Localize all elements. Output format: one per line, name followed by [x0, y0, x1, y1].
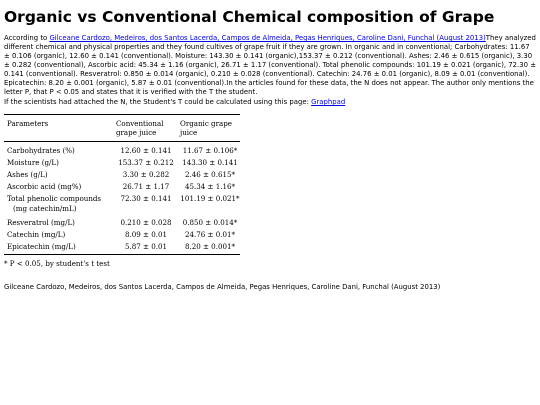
- row-conventional: 0.210 ± 0.028: [120, 218, 172, 227]
- header-organic-1: Organic grape: [180, 119, 232, 128]
- row-conventional: 3.30 ± 0.282: [122, 170, 170, 179]
- intro-paragraph: [4, 34, 536, 97]
- row-conventional: 5.87 ± 0.01: [124, 242, 168, 251]
- row-parameter: Moisture (g/L): [7, 158, 59, 167]
- row-organic: 45.34 ± 1.16*: [184, 182, 236, 191]
- row-conventional: 8.09 ± 0.01: [124, 230, 168, 239]
- table-header-row: [4, 119, 240, 139]
- row-organic: 0.850 ± 0.014*: [182, 218, 238, 227]
- table-header-rule: [4, 141, 240, 142]
- table-row: [4, 170, 240, 180]
- row-conventional: 72.30 ± 0.141: [120, 194, 172, 203]
- table-bottom-rule: [4, 254, 240, 255]
- source-link[interactable]: Gilceane Cardozo, Medeiros, dos Santos Lacerda, Campos de Almeida, Pegas Henriques, Caroline Dani, Funchal (August 2013): [49, 34, 486, 42]
- graphpad-prefix: If the scientists had attached the N, the Student's T could be calculated using this page:: [4, 98, 312, 106]
- row-conventional: 153.37 ± 0.212: [118, 158, 174, 167]
- source-citation: Gilceane Cardozo, Medeiros, dos Santos Lacerda, Campos de Almeida, Pegas Henriques, Caroline Dani, Funchal (August 2013): [4, 283, 441, 291]
- table-row: [4, 146, 240, 156]
- header-conventional-1: Conventional: [116, 119, 164, 128]
- header-parameters: Parameters: [7, 119, 49, 128]
- row-organic: 24.76 ± 0.01*: [184, 230, 236, 239]
- table-footnote: * P < 0.05, by student's t test: [4, 259, 110, 268]
- row-conventional: 12.60 ± 0.141: [120, 146, 172, 155]
- table-row: [4, 242, 240, 252]
- table-row: [4, 218, 240, 228]
- header-organic-2: juice: [180, 128, 198, 137]
- row-parameter: Epicatechin (mg/L): [7, 242, 76, 251]
- intro-prefix: According to: [4, 34, 50, 42]
- intro-body: They analyzed different chemical and physical properties and they found cultives of grape fruit if they are grown. In organic and in conventional; Carbohydrates: 11.67 ± 0.106 (organic), 12.60 ± 0.141 (conventional). Moisture: 143.30 ± 0.141 (organic),153.37 ± 0.212 (conventional). Ashes: 2.46 ± 0.615 (organic), 3.30 ± 0.282 (conventional), Ascorbic acid: 45.34 ± 1.16 (organic), 26.71 ± 1.17 (conventional). Total phenolic compounds: 101.19 ± 0.021 (organic), 72.30 ± 0.141 (conventional). Resveratrol: 0.850 ± 0.014 (organic), 0.210 ± 0.028 (conventional). Catechin: 24.76 ± 0.01 (organic), 8.09 ± 0.01 (conventional). Epicatechin: 8.20 ± 0.001 (organic), 5.87 ± 0.01 (conventional).In the articles found for these data, the N does not appear. The author only mentions the letter P, that P < 0.05 and states that it is verified with the T the student.: [4, 34, 536, 97]
- page-title: Organic vs Conventional Chemical composition of Grape: [4, 8, 495, 26]
- header-conventional-2: grape juice: [116, 128, 157, 137]
- table-row: [4, 182, 240, 192]
- row-parameter: Ashes (g/L): [7, 170, 48, 179]
- row-parameter-unit: (mg catechin/mL): [13, 204, 77, 213]
- row-parameter: Catechin (mg/L): [7, 230, 66, 239]
- row-organic: 2.46 ± 0.615*: [184, 170, 236, 179]
- table-row: [4, 158, 240, 168]
- row-conventional: 26.71 ± 1.17: [122, 182, 170, 191]
- row-parameter: Total phenolic compounds: [7, 194, 102, 203]
- row-organic: 143.30 ± 0.141: [182, 158, 238, 167]
- row-organic: 101.19 ± 0.021*: [180, 194, 240, 203]
- table-top-rule: [4, 114, 240, 115]
- row-parameter: Ascorbic acid (mg%): [7, 182, 82, 191]
- table-row: [4, 194, 240, 214]
- table-row: [4, 230, 240, 240]
- row-parameter: Carbohydrates (%): [7, 146, 75, 155]
- graphpad-paragraph: [4, 98, 345, 107]
- row-organic: 8.20 ± 0.001*: [184, 242, 236, 251]
- row-parameter: Resveratrol (mg/L): [7, 218, 75, 227]
- row-organic: 11.67 ± 0.106*: [182, 146, 238, 155]
- graphpad-link[interactable]: Graphpad: [311, 98, 346, 106]
